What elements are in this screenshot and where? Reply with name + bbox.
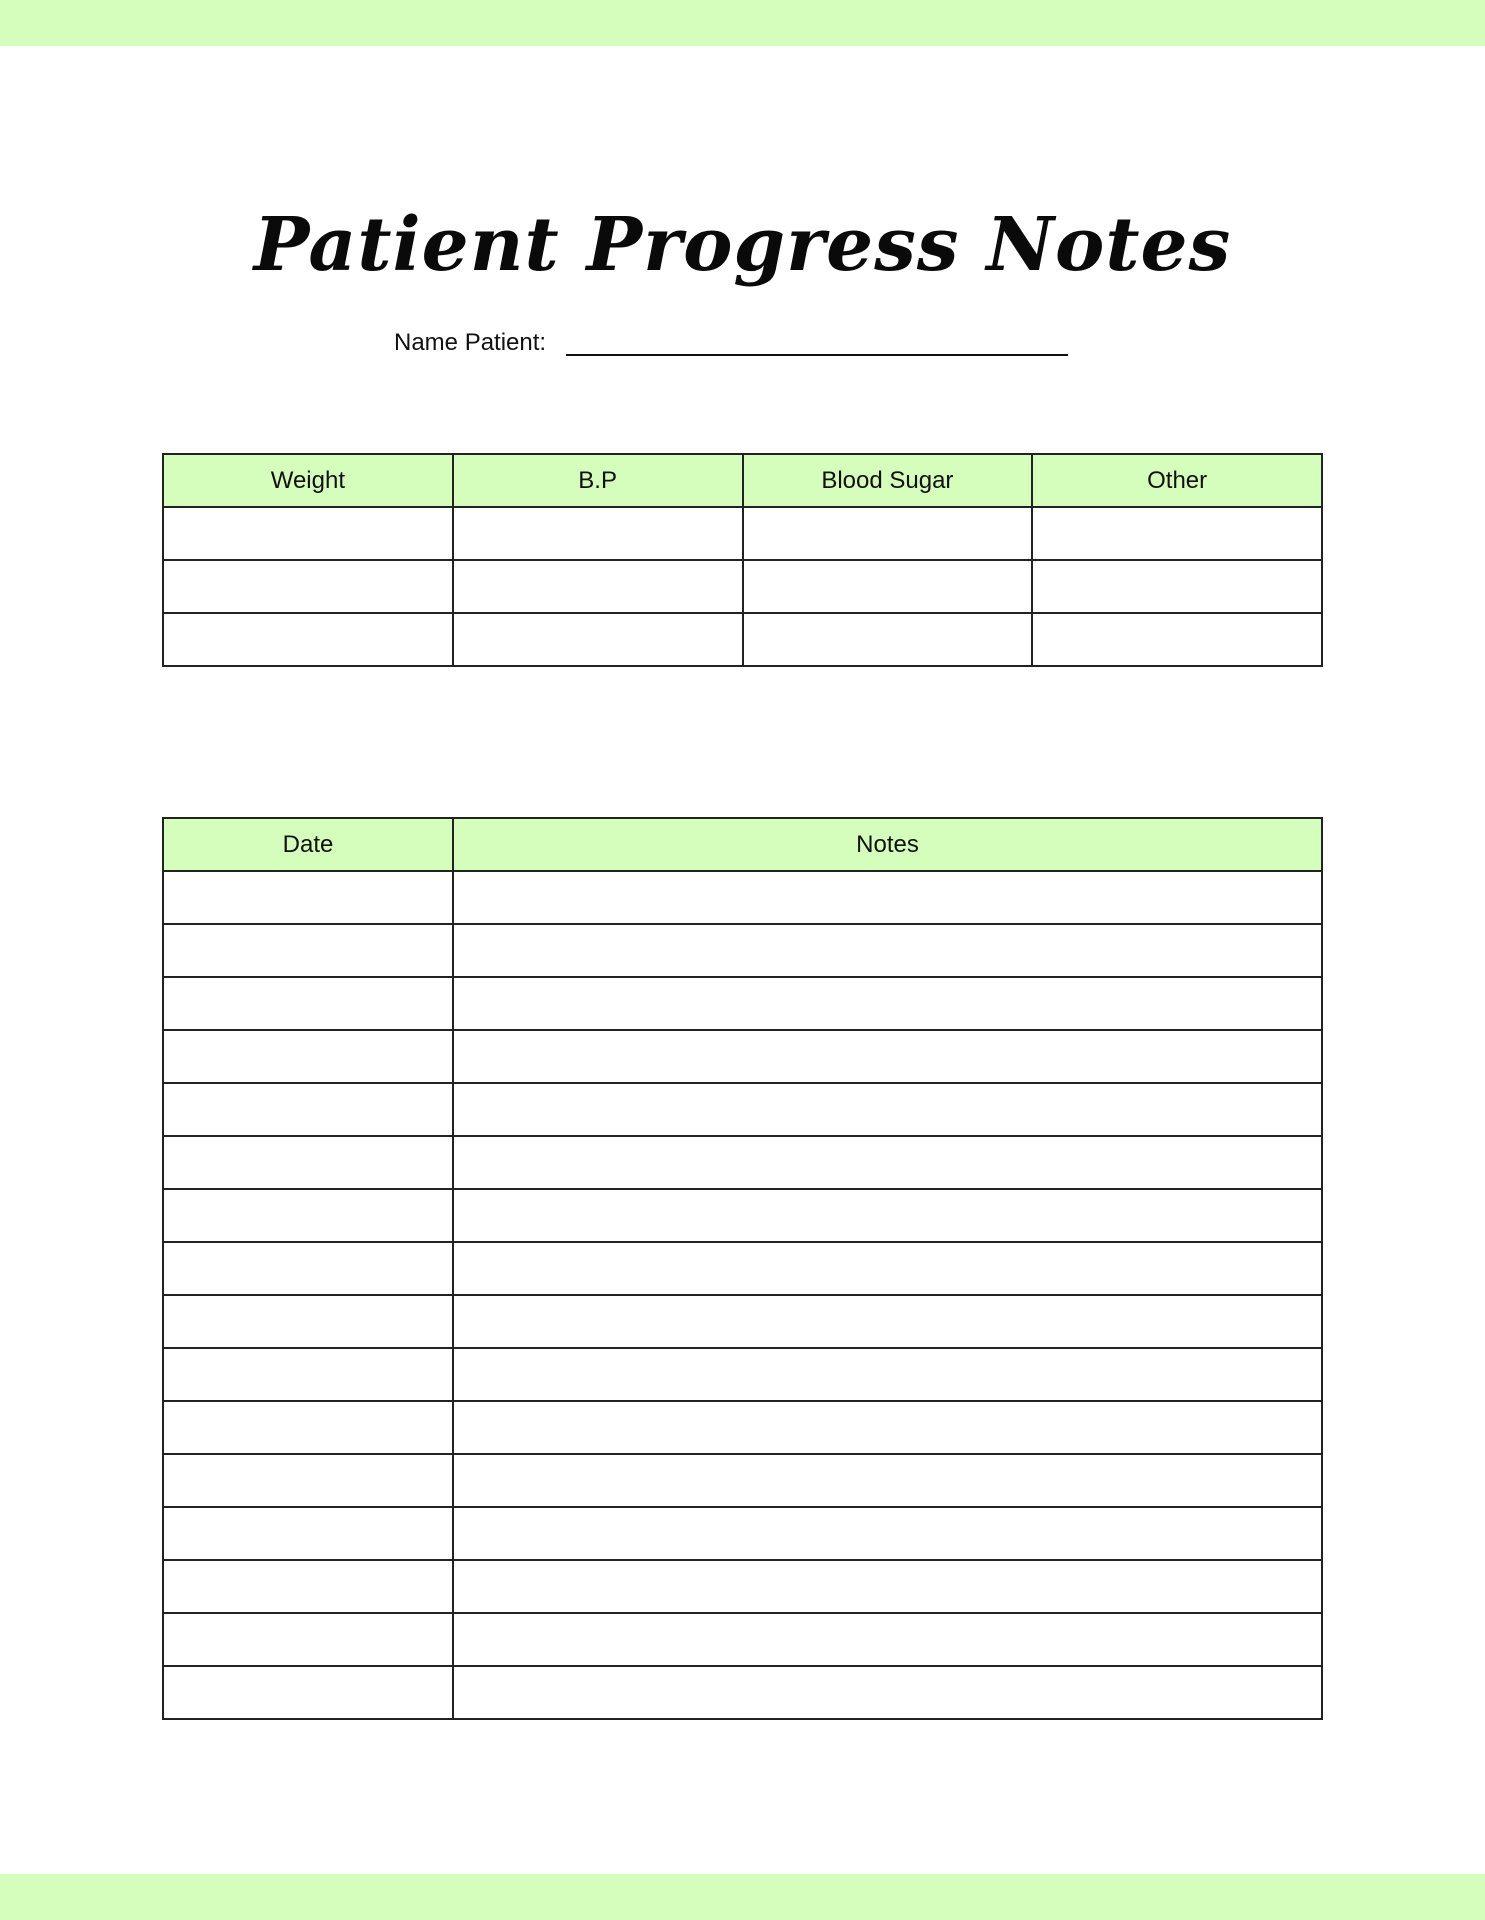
bp-cell[interactable] <box>453 613 743 666</box>
blood-sugar-cell[interactable] <box>743 560 1033 613</box>
date-cell[interactable] <box>163 871 453 924</box>
notes-cell[interactable] <box>453 1295 1322 1348</box>
date-cell[interactable] <box>163 1401 453 1454</box>
table-row <box>163 613 1322 666</box>
date-cell[interactable] <box>163 924 453 977</box>
patient-name-row <box>394 322 1068 358</box>
date-cell[interactable] <box>163 977 453 1030</box>
top-accent-band <box>0 0 1485 46</box>
table-row <box>163 1030 1322 1083</box>
blood-sugar-cell[interactable] <box>743 507 1033 560</box>
vitals-header-weight: Weight <box>163 454 453 507</box>
table-row <box>163 1348 1322 1401</box>
notes-cell[interactable] <box>453 924 1322 977</box>
other-cell[interactable] <box>1032 560 1322 613</box>
table-row <box>163 507 1322 560</box>
date-cell[interactable] <box>163 1560 453 1613</box>
notes-cell[interactable] <box>453 1666 1322 1719</box>
weight-cell[interactable] <box>163 560 453 613</box>
bp-cell[interactable] <box>453 560 743 613</box>
table-row <box>163 1401 1322 1454</box>
bottom-accent-band <box>0 1874 1485 1920</box>
vitals-header-blood-sugar: Blood Sugar <box>743 454 1033 507</box>
table-row <box>163 1666 1322 1719</box>
date-cell[interactable] <box>163 1136 453 1189</box>
notes-cell[interactable] <box>453 1348 1322 1401</box>
notes-cell[interactable] <box>453 1030 1322 1083</box>
table-row <box>163 1083 1322 1136</box>
weight-cell[interactable] <box>163 507 453 560</box>
notes-header-row <box>163 818 1322 871</box>
vitals-header-bp: B.P <box>453 454 743 507</box>
table-row <box>163 560 1322 613</box>
notes-cell[interactable] <box>453 871 1322 924</box>
notes-cell[interactable] <box>453 1189 1322 1242</box>
table-row <box>163 1189 1322 1242</box>
table-row <box>163 871 1322 924</box>
date-cell[interactable] <box>163 1613 453 1666</box>
patient-name-field[interactable] <box>566 354 1068 356</box>
date-cell[interactable] <box>163 1295 453 1348</box>
date-cell[interactable] <box>163 1666 453 1719</box>
other-cell[interactable] <box>1032 613 1322 666</box>
date-cell[interactable] <box>163 1348 453 1401</box>
table-row <box>163 977 1322 1030</box>
date-cell[interactable] <box>163 1189 453 1242</box>
notes-table <box>162 817 1323 1720</box>
notes-cell[interactable] <box>453 977 1322 1030</box>
other-cell[interactable] <box>1032 507 1322 560</box>
date-cell[interactable] <box>163 1083 453 1136</box>
notes-cell[interactable] <box>453 1560 1322 1613</box>
notes-header-notes: Notes <box>453 818 1322 871</box>
notes-cell[interactable] <box>453 1613 1322 1666</box>
table-row <box>163 1242 1322 1295</box>
notes-header-date: Date <box>163 818 453 871</box>
table-row <box>163 1507 1322 1560</box>
table-row <box>163 1136 1322 1189</box>
date-cell[interactable] <box>163 1030 453 1083</box>
date-cell[interactable] <box>163 1507 453 1560</box>
notes-cell[interactable] <box>453 1136 1322 1189</box>
weight-cell[interactable] <box>163 613 453 666</box>
table-row <box>163 924 1322 977</box>
page-title: Patient Progress Notes <box>253 201 1232 288</box>
notes-cell[interactable] <box>453 1401 1322 1454</box>
blood-sugar-cell[interactable] <box>743 613 1033 666</box>
table-row <box>163 1613 1322 1666</box>
table-row <box>163 1454 1322 1507</box>
table-row <box>163 1560 1322 1613</box>
patient-name-label: Name Patient: <box>394 329 547 356</box>
vitals-table <box>162 453 1323 667</box>
table-row <box>163 1295 1322 1348</box>
vitals-header-other: Other <box>1032 454 1322 507</box>
date-cell[interactable] <box>163 1454 453 1507</box>
bp-cell[interactable] <box>453 507 743 560</box>
notes-cell[interactable] <box>453 1454 1322 1507</box>
notes-cell[interactable] <box>453 1507 1322 1560</box>
notes-cell[interactable] <box>453 1242 1322 1295</box>
date-cell[interactable] <box>163 1242 453 1295</box>
notes-cell[interactable] <box>453 1083 1322 1136</box>
vitals-header-row <box>163 454 1322 507</box>
